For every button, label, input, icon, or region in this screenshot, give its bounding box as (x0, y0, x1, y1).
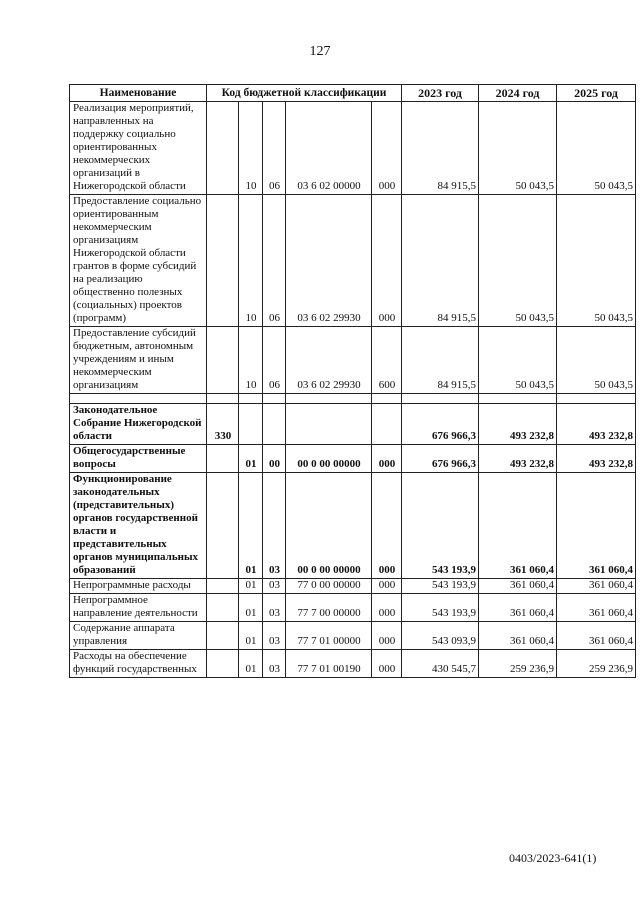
table-row (70, 594, 636, 622)
row-expense-type: 000 (372, 195, 402, 327)
table-row (70, 404, 636, 445)
row-name: Функционирование законодательных (представительных) органов государственной власти и представительных органов муниципальных образований (70, 473, 207, 579)
spacer-cell (239, 394, 263, 404)
row-expense-type: 000 (372, 594, 402, 622)
table-row (70, 473, 636, 579)
row-value-2024: 259 236,9 (479, 650, 557, 678)
row-section: 10 (239, 195, 263, 327)
row-value-2025: 361 060,4 (557, 622, 636, 650)
row-value-2023: 84 915,5 (402, 327, 479, 394)
row-name: Содержание аппарата управления (70, 622, 207, 650)
spacer-row (70, 394, 636, 404)
row-admin-code (207, 445, 239, 473)
table-row (70, 650, 636, 678)
row-value-2024: 50 043,5 (479, 195, 557, 327)
row-name: Непрограммные расходы (70, 579, 207, 594)
row-name: Реализация мероприятий, направленных на поддержку социально ориентированных некоммерческих организаций в Нижегородской области (70, 102, 207, 195)
row-value-2023: 84 915,5 (402, 102, 479, 195)
row-subsection: 06 (263, 195, 286, 327)
row-admin-code (207, 102, 239, 195)
row-admin-code (207, 327, 239, 394)
row-section: 01 (239, 579, 263, 594)
spacer-cell (263, 394, 286, 404)
row-value-2023: 543 193,9 (402, 579, 479, 594)
row-value-2024: 361 060,4 (479, 579, 557, 594)
spacer-cell (207, 394, 239, 404)
row-section: 01 (239, 445, 263, 473)
table-row (70, 445, 636, 473)
row-value-2023: 543 193,9 (402, 594, 479, 622)
row-value-2024: 361 060,4 (479, 594, 557, 622)
row-subsection: 00 (263, 445, 286, 473)
row-expense-type: 000 (372, 445, 402, 473)
row-target-code: 00 0 00 00000 (286, 445, 372, 473)
row-value-2025: 493 232,8 (557, 404, 636, 445)
row-target-code (286, 404, 372, 445)
row-value-2025: 50 043,5 (557, 102, 636, 195)
row-target-code: 03 6 02 00000 (286, 102, 372, 195)
row-target-code: 03 6 02 29930 (286, 327, 372, 394)
row-value-2023: 543 193,9 (402, 473, 479, 579)
document-code: 0403/2023-641(1) (509, 851, 597, 865)
row-value-2023: 430 545,7 (402, 650, 479, 678)
row-name: Общегосударственные вопросы (70, 445, 207, 473)
row-target-code: 77 0 00 00000 (286, 579, 372, 594)
table-row (70, 102, 636, 195)
row-admin-code: 330 (207, 404, 239, 445)
row-target-code: 00 0 00 00000 (286, 473, 372, 579)
page-number: 127 (309, 44, 331, 59)
row-value-2024: 493 232,8 (479, 445, 557, 473)
row-expense-type: 000 (372, 102, 402, 195)
row-target-code: 77 7 00 00000 (286, 594, 372, 622)
row-admin-code (207, 195, 239, 327)
row-section: 01 (239, 473, 263, 579)
row-admin-code (207, 473, 239, 579)
row-expense-type: 600 (372, 327, 402, 394)
row-name: Непрограммное направление деятельности (70, 594, 207, 622)
header-2023: 2023 год (402, 85, 479, 102)
row-target-code: 77 7 01 00000 (286, 622, 372, 650)
header-name: Наименование (70, 85, 207, 102)
row-expense-type: 000 (372, 650, 402, 678)
row-section: 01 (239, 594, 263, 622)
row-value-2024: 493 232,8 (479, 404, 557, 445)
row-subsection: 06 (263, 102, 286, 195)
row-name: Расходы на обеспечение функций государственных (70, 650, 207, 678)
header-2025: 2025 год (557, 85, 636, 102)
row-value-2024: 361 060,4 (479, 622, 557, 650)
row-value-2025: 493 232,8 (557, 445, 636, 473)
table-row (70, 195, 636, 327)
spacer-cell (286, 394, 372, 404)
row-expense-type (372, 404, 402, 445)
row-subsection: 03 (263, 473, 286, 579)
row-value-2025: 50 043,5 (557, 327, 636, 394)
spacer-cell (372, 394, 402, 404)
row-subsection: 03 (263, 594, 286, 622)
row-target-code: 77 7 01 00190 (286, 650, 372, 678)
row-value-2025: 361 060,4 (557, 579, 636, 594)
spacer-cell (557, 394, 636, 404)
header-2024: 2024 год (479, 85, 557, 102)
row-name: Законодательное Собрание Нижегородской области (70, 404, 207, 445)
table-row (70, 327, 636, 394)
row-value-2023: 84 915,5 (402, 195, 479, 327)
row-subsection: 06 (263, 327, 286, 394)
row-subsection: 03 (263, 650, 286, 678)
row-value-2023: 676 966,3 (402, 404, 479, 445)
row-section: 10 (239, 327, 263, 394)
row-expense-type: 000 (372, 473, 402, 579)
row-value-2023: 676 966,3 (402, 445, 479, 473)
row-section: 01 (239, 622, 263, 650)
row-admin-code (207, 650, 239, 678)
row-value-2024: 361 060,4 (479, 473, 557, 579)
row-value-2025: 50 043,5 (557, 195, 636, 327)
row-section: 01 (239, 650, 263, 678)
row-name: Предоставление социально ориентированным некоммерческим организациям Нижегородской области грантов в форме субсидий на реализацию общественно полезных (социальных) проектов (программ) (70, 195, 207, 327)
row-subsection: 03 (263, 579, 286, 594)
row-admin-code (207, 622, 239, 650)
row-expense-type: 000 (372, 622, 402, 650)
row-value-2023: 543 093,9 (402, 622, 479, 650)
table-row (70, 622, 636, 650)
table-header-row (70, 85, 636, 102)
row-admin-code (207, 579, 239, 594)
row-name: Предоставление субсидий бюджетным, автономным учреждениям и иным некоммерческим организациям (70, 327, 207, 394)
row-subsection: 03 (263, 622, 286, 650)
spacer-cell (70, 394, 207, 404)
row-expense-type: 000 (372, 579, 402, 594)
row-subsection (263, 404, 286, 445)
row-section: 10 (239, 102, 263, 195)
header-code: Код бюджетной классификации (207, 85, 402, 102)
table-row (70, 579, 636, 594)
spacer-cell (402, 394, 479, 404)
row-target-code: 03 6 02 29930 (286, 195, 372, 327)
row-value-2025: 361 060,4 (557, 594, 636, 622)
row-admin-code (207, 594, 239, 622)
row-value-2024: 50 043,5 (479, 327, 557, 394)
row-section (239, 404, 263, 445)
budget-table (69, 84, 636, 678)
row-value-2025: 259 236,9 (557, 650, 636, 678)
row-value-2025: 361 060,4 (557, 473, 636, 579)
spacer-cell (479, 394, 557, 404)
row-value-2024: 50 043,5 (479, 102, 557, 195)
